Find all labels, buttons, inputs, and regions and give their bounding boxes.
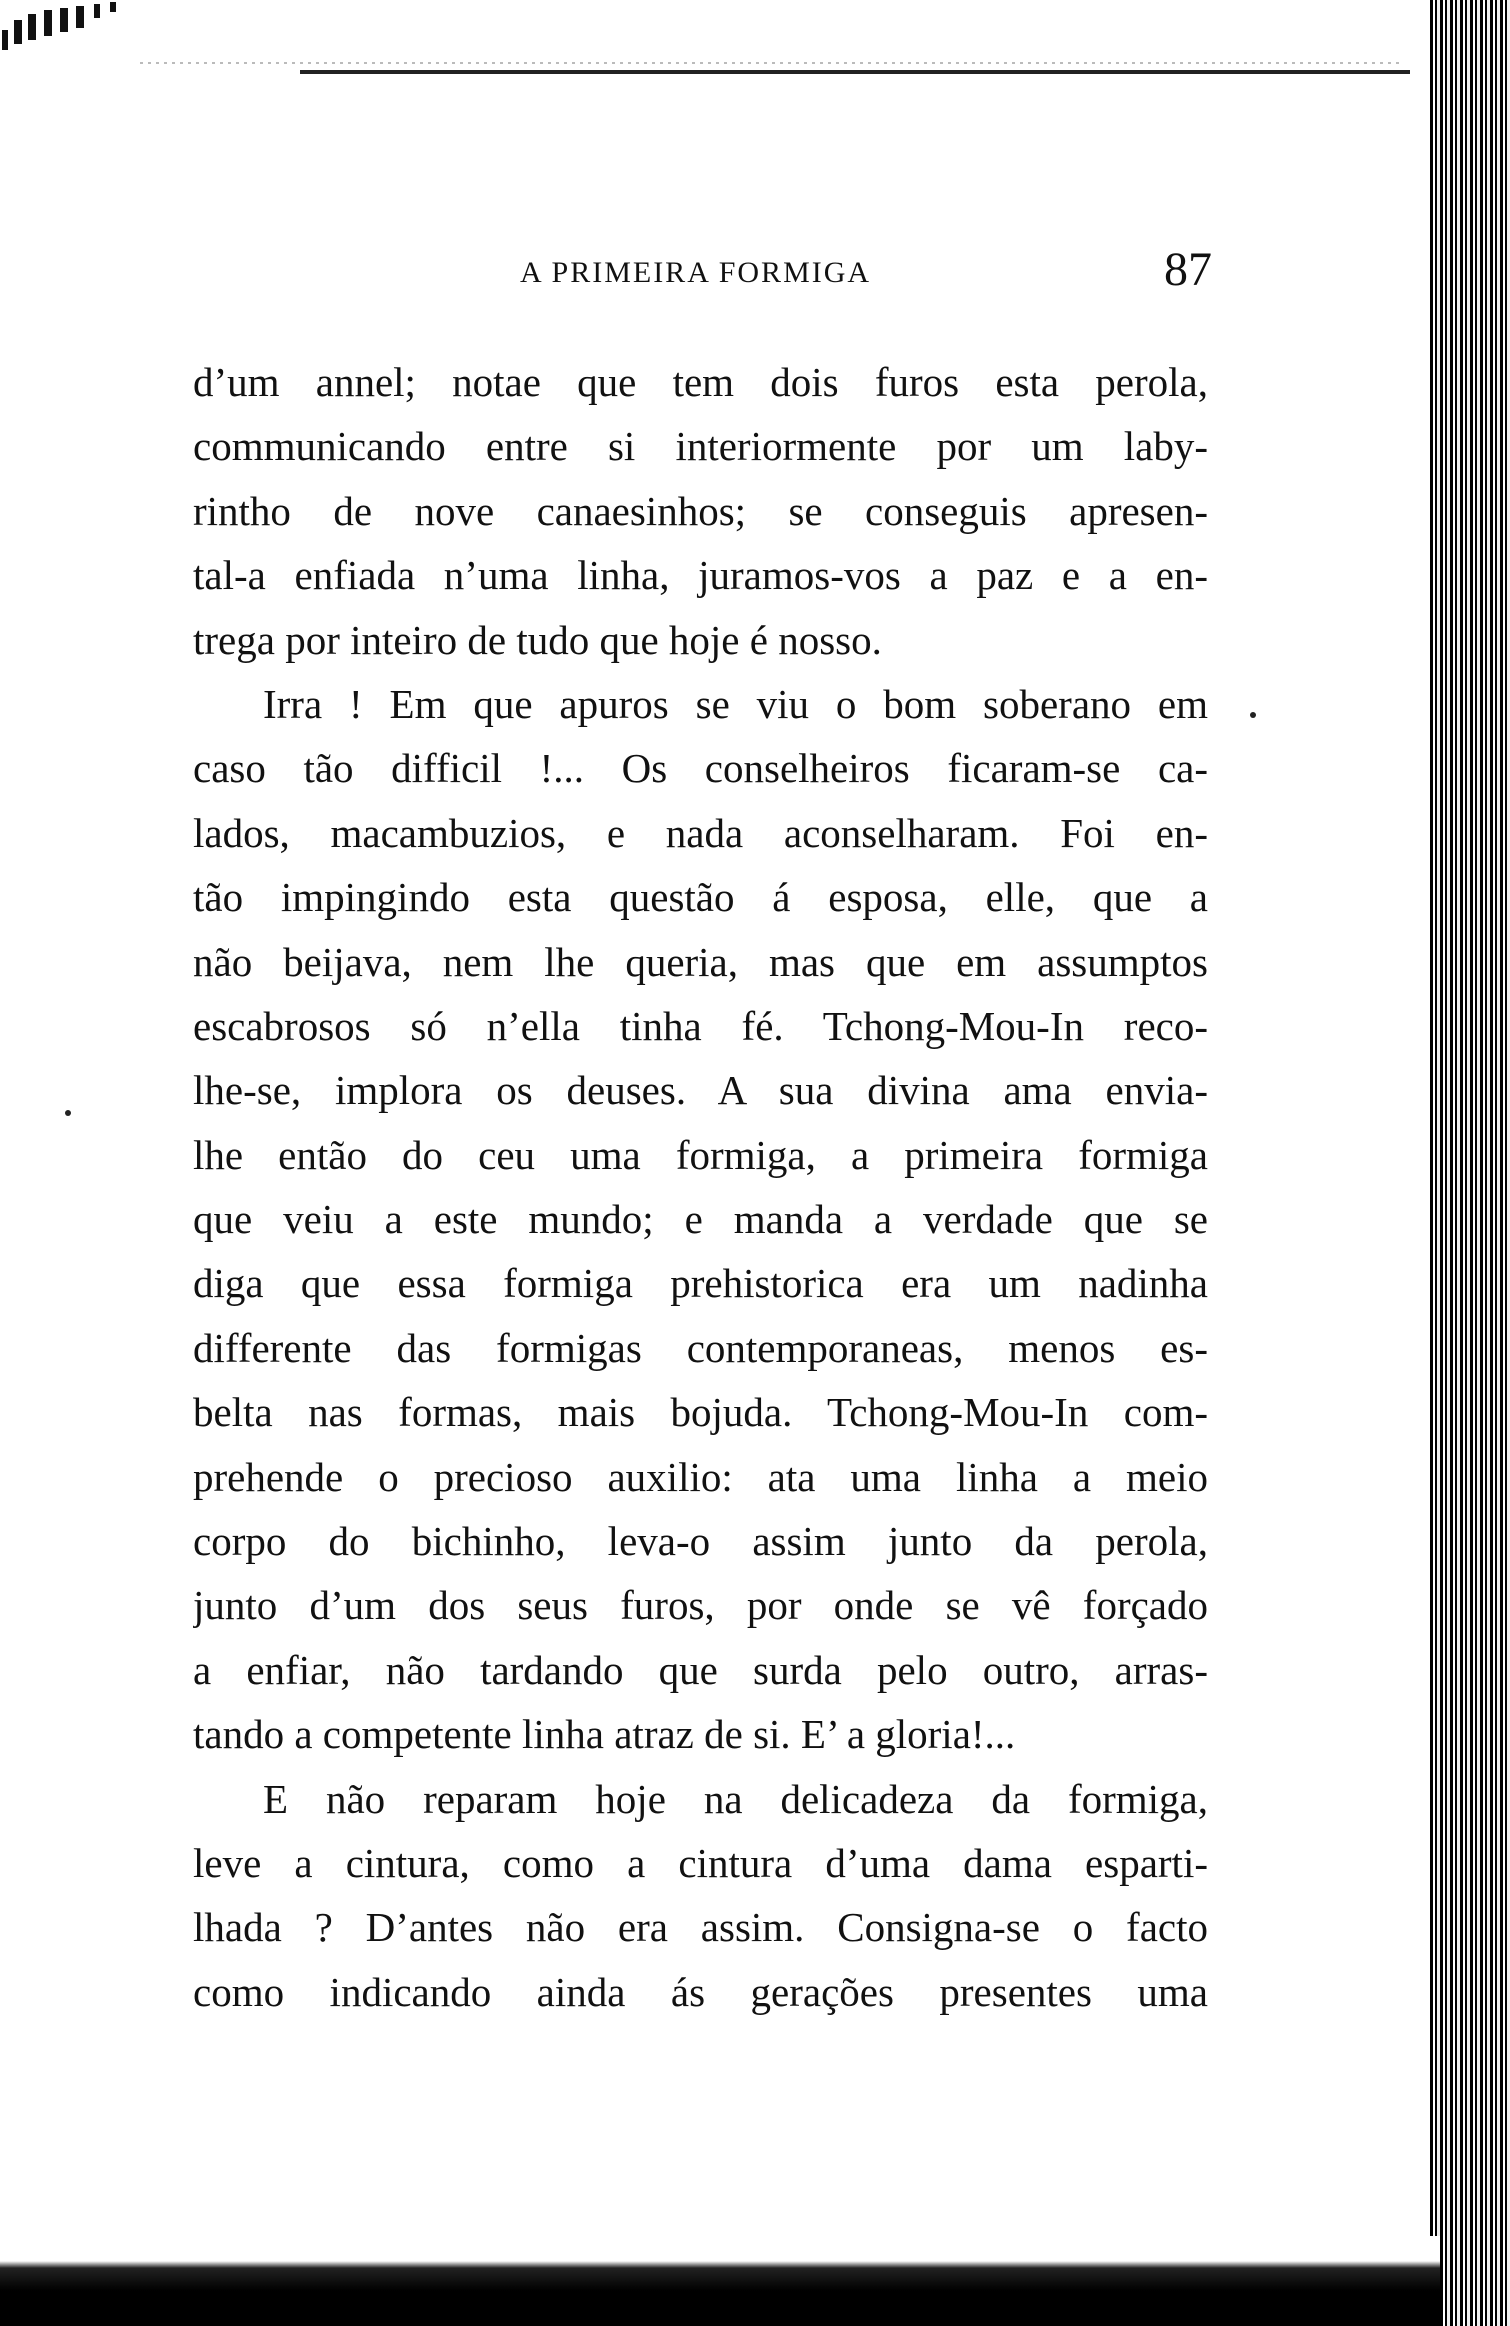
text-line: lhada ? D’antes não era assim. Consigna-se o facto bbox=[193, 1904, 1208, 1951]
body-text bbox=[193, 350, 1208, 2024]
text-line: a enfiar, não tardando que surda pelo outro, arras- bbox=[193, 1646, 1208, 1693]
text-line: differente das formigas contemporaneas, menos es- bbox=[193, 1324, 1208, 1371]
text-line: prehende o precioso auxilio: ata uma linha a meio bbox=[193, 1453, 1208, 1500]
text-line: escabrosos só n’ella tinha fé. Tchong-Mou-In reco- bbox=[193, 1002, 1208, 1049]
running-head: A PRIMEIRA FORMIGA bbox=[520, 256, 872, 289]
text-line: belta nas formas, mais bojuda. Tchong-Mou-In com- bbox=[193, 1389, 1208, 1436]
text-line: rintho de nove canaesinhos; se conseguis apresen- bbox=[193, 487, 1208, 534]
scan-faint-rule bbox=[140, 62, 1400, 64]
text-line: como indicando ainda ás gerações presentes uma bbox=[193, 1968, 1208, 2015]
text-line: não beijava, nem lhe queria, mas que em assumptos bbox=[193, 938, 1208, 985]
text-line: lhe então do ceu uma formiga, a primeira formiga bbox=[193, 1131, 1208, 1178]
scan-speck bbox=[65, 1110, 71, 1116]
scan-artifact-mark bbox=[0, 0, 150, 60]
text-line: diga que essa formiga prehistorica era um nadinha bbox=[193, 1260, 1208, 1307]
text-line: tão impingindo esta questão á esposa, elle, que a bbox=[193, 874, 1208, 921]
text-line: leve a cintura, como a cintura d’uma dama esparti- bbox=[193, 1839, 1208, 1886]
text-line: junto d’um dos seus furos, por onde se vê forçado bbox=[193, 1582, 1208, 1629]
page-number: 87 bbox=[1164, 243, 1212, 296]
text-line: caso tão difficil !... Os conselheiros ficaram-se ca- bbox=[193, 745, 1208, 792]
text-line: que veiu a este mundo; e manda a verdade que se bbox=[193, 1196, 1208, 1243]
page-header bbox=[195, 243, 1220, 308]
text-line: trega por inteiro de tudo que hoje é nosso. bbox=[193, 616, 882, 663]
scan-top-rule bbox=[300, 70, 1410, 74]
book-page-edge bbox=[1430, 0, 1510, 2326]
text-line: E não reparam hoje na delicadeza da formiga, bbox=[263, 1775, 1208, 1822]
text-line: Irra ! Em que apuros se viu o bom soberano em bbox=[263, 680, 1208, 727]
page-edge-gap bbox=[1412, 0, 1430, 2326]
text-line: tando a competente linha atraz de si. E’ a gloria!... bbox=[193, 1711, 1016, 1758]
text-line: lados, macambuzios, e nada aconselharam. Foi en- bbox=[193, 809, 1208, 856]
text-line: d’um annel; notae que tem dois furos esta perola, bbox=[193, 359, 1208, 405]
scan-bottom-shadow bbox=[0, 2236, 1440, 2326]
text-line: tal-a enfiada n’uma linha, juramos-vos a paz e a en- bbox=[193, 552, 1208, 599]
scan-speck bbox=[1250, 712, 1256, 718]
text-line: corpo do bichinho, leva-o assim junto da perola, bbox=[193, 1518, 1208, 1565]
text-line: communicando entre si interiormente por um laby- bbox=[193, 423, 1208, 470]
text-line: lhe-se, implora os deuses. A sua divina ama envia- bbox=[193, 1067, 1208, 1114]
